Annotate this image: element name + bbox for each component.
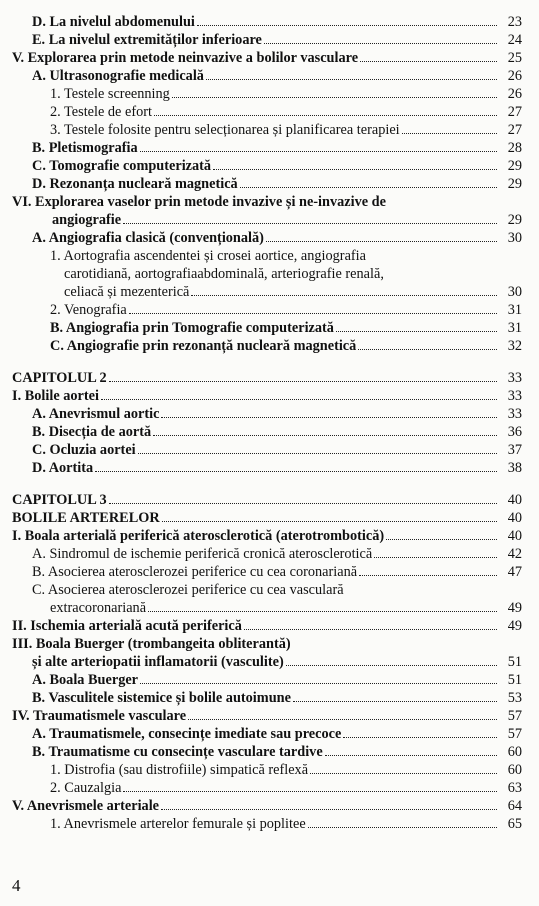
page-number: 4	[12, 876, 21, 895]
dot-leader	[95, 461, 497, 472]
toc-entry	[12, 85, 522, 103]
dot-leader	[188, 709, 497, 720]
toc-entry	[12, 527, 522, 545]
toc-entry-prefix: 3.	[50, 122, 65, 138]
toc-entry-prefix: D.	[32, 14, 50, 30]
toc-entry-title: Traumatismele, consecințe imediate sau precoce	[49, 726, 342, 742]
toc-entry-title: Angiografia prin Tomografie computerizată	[65, 320, 334, 336]
toc-entry-text	[32, 31, 262, 49]
toc-entry-text	[32, 581, 344, 599]
dot-leader	[360, 51, 497, 62]
toc-entry-title: Anevrismele arteriale	[26, 798, 160, 814]
toc-entry-title: Angiografia clasică (convențională)	[48, 230, 264, 246]
toc-entry-title: Bolile aortei	[24, 388, 99, 404]
toc-entry-title: Ocluzia aortei	[49, 442, 136, 458]
dot-leader	[123, 213, 497, 224]
toc-page-number: 40	[507, 528, 522, 544]
toc-entry	[12, 49, 522, 67]
dot-leader	[358, 339, 497, 350]
toc-entry	[12, 441, 522, 459]
dot-leader	[286, 655, 497, 666]
toc-entry	[12, 157, 522, 175]
toc-entry	[12, 725, 522, 743]
toc-entry-title: Ischemia arterială acută periferică	[30, 618, 242, 634]
toc-entry-prefix: 1.	[50, 86, 65, 102]
dot-leader	[140, 141, 497, 152]
toc-entry-text	[32, 671, 138, 689]
toc-entry-text	[32, 459, 93, 477]
toc-entry-text	[12, 509, 160, 527]
toc-entry-prefix: 1.	[50, 248, 64, 264]
toc-entry	[12, 459, 522, 477]
dot-leader	[191, 285, 497, 296]
toc-entry-text	[32, 725, 341, 743]
dot-leader	[402, 123, 497, 134]
dot-leader	[161, 407, 497, 418]
dot-leader	[129, 303, 497, 314]
toc-entry-prefix: A.	[32, 672, 50, 688]
toc-page-number: 29	[507, 158, 522, 174]
dot-leader	[197, 15, 497, 26]
toc-entry-text	[32, 441, 136, 459]
toc-entry-prefix: II.	[12, 618, 31, 634]
toc-page-number: 40	[507, 492, 522, 508]
toc-entry	[12, 103, 522, 121]
toc-entry-title: celiacă și mezenterică	[64, 284, 190, 300]
toc-entry-prefix: D.	[32, 460, 49, 476]
toc-entry-prefix: I.	[12, 528, 25, 544]
toc-entry-title: Explorarea prin metode neinvazive a bolilor vasculare	[27, 50, 359, 66]
toc-entry-title: Testele de efort	[64, 104, 152, 120]
toc-page-number: 31	[507, 320, 522, 336]
dot-leader	[138, 443, 497, 454]
toc-entry-text	[50, 85, 170, 103]
table-of-contents	[12, 13, 522, 833]
toc-entry-title: Asocierea aterosclerozei periferice cu cea vasculară	[47, 582, 344, 598]
toc-entry-prefix: B.	[32, 140, 49, 156]
toc-entry-title: Anevrismele arterelor femurale și poplitee	[63, 816, 306, 832]
dot-leader	[213, 159, 497, 170]
toc-page-number: 29	[507, 212, 522, 228]
toc-entry-prefix: IV.	[12, 708, 33, 724]
toc-entry-text	[32, 563, 357, 581]
toc-page-number: 49	[507, 618, 522, 634]
toc-entry-text	[12, 527, 384, 545]
toc-entry	[12, 175, 522, 193]
toc-entry	[12, 265, 522, 283]
toc-entry	[12, 491, 522, 509]
toc-entry-title: Traumatisme cu consecințe vasculare tardive	[48, 744, 323, 760]
toc-entry-text	[32, 423, 151, 441]
toc-page-number: 57	[507, 708, 522, 724]
toc-entry	[12, 193, 522, 211]
toc-entry-prefix: E.	[32, 32, 49, 48]
dot-leader	[123, 781, 497, 792]
toc-entry	[12, 509, 522, 527]
dot-leader	[343, 727, 497, 738]
dot-leader	[264, 33, 497, 44]
dot-leader	[206, 69, 497, 80]
dot-leader	[109, 493, 497, 504]
toc-entry-title: Cauzalgia	[64, 780, 122, 796]
toc-entry-title: Anevrismul aortic	[48, 406, 160, 422]
dot-leader	[310, 763, 497, 774]
toc-entry	[12, 635, 522, 653]
toc-page-number: 23	[507, 14, 522, 30]
toc-entry	[12, 229, 522, 247]
toc-entry-title: BOLILE ARTERELOR	[12, 510, 160, 526]
toc-entry-prefix: 1.	[50, 762, 65, 778]
toc-entry-title: CAPITOLUL 2	[12, 370, 107, 386]
dot-leader	[266, 231, 497, 242]
toc-page-number: 33	[507, 406, 522, 422]
toc-entry-text	[50, 815, 306, 833]
toc-entry-text	[32, 545, 372, 563]
toc-entry-text	[12, 797, 159, 815]
toc-entry	[12, 247, 522, 265]
toc-entry-text	[50, 599, 146, 617]
toc-entry	[12, 369, 522, 387]
toc-page-number: 53	[507, 690, 522, 706]
toc-entry-prefix: C.	[32, 582, 48, 598]
toc-entry	[12, 67, 522, 85]
toc-entry-text	[50, 779, 121, 797]
toc-entry	[12, 337, 522, 355]
toc-page-number: 60	[507, 762, 522, 778]
dot-leader	[161, 799, 497, 810]
toc-entry-text	[50, 337, 356, 355]
toc-entry-title: CAPITOLUL 3	[12, 492, 107, 508]
toc-entry	[12, 405, 522, 423]
toc-page-number: 33	[507, 370, 522, 386]
dot-leader	[244, 619, 497, 630]
toc-entry-text	[52, 211, 121, 229]
toc-page-number: 36	[507, 424, 522, 440]
toc-entry-prefix: A.	[32, 68, 50, 84]
toc-entry-title: Explorarea vaselor prin metode invazive și ne-invazive de	[35, 194, 386, 210]
toc-entry-title: La nivelul abdomenului	[49, 14, 195, 30]
toc-entry-text	[32, 229, 264, 247]
toc-entry	[12, 761, 522, 779]
toc-entry-prefix: B.	[32, 690, 49, 706]
toc-entry-text	[12, 193, 386, 211]
toc-page-number: 33	[507, 388, 522, 404]
toc-entry-title: Boala Buerger (trombangeita obliterantă)	[35, 636, 291, 652]
dot-leader	[153, 425, 497, 436]
toc-entry-prefix: III.	[12, 636, 36, 652]
toc-page-number: 26	[507, 86, 522, 102]
toc-entry-prefix: C.	[32, 442, 50, 458]
toc-entry-text	[12, 617, 242, 635]
toc-entry-prefix: 1.	[50, 816, 64, 832]
dot-leader	[386, 529, 497, 540]
toc-page-number: 40	[507, 510, 522, 526]
toc-entry-title: Boala Buerger	[49, 672, 139, 688]
toc-entry	[12, 545, 522, 563]
toc-entry-title: Rezonanța nucleară magnetică	[49, 176, 238, 192]
toc-entry	[12, 423, 522, 441]
toc-entry-text	[50, 121, 400, 139]
toc-page-number: 30	[507, 230, 522, 246]
toc-entry-text	[50, 319, 334, 337]
toc-entry	[12, 121, 522, 139]
toc-entry-title: Testele screenning	[64, 86, 170, 102]
dot-leader	[336, 321, 497, 332]
toc-entry-text	[32, 67, 204, 85]
toc-entry-text	[64, 265, 384, 283]
toc-entry-prefix: B.	[32, 744, 49, 760]
toc-entry-text	[50, 301, 127, 319]
toc-entry-text	[32, 175, 238, 193]
toc-entry-text	[12, 635, 291, 653]
toc-entry-prefix: V.	[12, 50, 28, 66]
dot-leader	[172, 87, 497, 98]
toc-entry	[12, 653, 522, 671]
toc-entry-prefix: VI.	[12, 194, 36, 210]
toc-entry-title: Ultrasonografie medicală	[49, 68, 204, 84]
toc-entry-title: La nivelul extremităților inferioare	[48, 32, 262, 48]
toc-page-number: 60	[507, 744, 522, 760]
dot-leader	[148, 601, 497, 612]
toc-entry-title: extracoronariană	[50, 600, 147, 616]
toc-entry-title: și alte arteriopatii inflamatorii (vasculite)	[32, 654, 284, 670]
toc-entry-prefix: V.	[12, 798, 27, 814]
toc-entry	[12, 797, 522, 815]
toc-page-number: 27	[507, 122, 522, 138]
toc-page-number: 28	[507, 140, 522, 156]
toc-entry-text	[50, 247, 366, 265]
toc-entry-prefix: B.	[32, 564, 48, 580]
toc-entry-prefix: C.	[50, 338, 67, 354]
toc-entry	[12, 387, 522, 405]
toc-page-number: 32	[507, 338, 522, 354]
toc-page-number: 27	[507, 104, 522, 120]
toc-entry-title: Aortita	[48, 460, 94, 476]
toc-entry-title: Testele folosite pentru selecționarea și planificarea terapiei	[64, 122, 400, 138]
toc-entry	[12, 563, 522, 581]
toc-page-number: 49	[507, 600, 522, 616]
toc-entry	[12, 31, 522, 49]
toc-entry-prefix: A.	[32, 726, 50, 742]
toc-entry	[12, 211, 522, 229]
toc-page-number: 57	[507, 726, 522, 742]
toc-page-number: 38	[507, 460, 522, 476]
toc-entry-title: Asocierea aterosclerozei periferice cu cea coronariană	[47, 564, 358, 580]
dot-leader	[154, 105, 497, 116]
toc-entry-text	[12, 707, 186, 725]
toc-entry-text	[32, 139, 138, 157]
toc-entry-title: Venografia	[64, 302, 127, 318]
toc-entry-prefix: 2.	[50, 780, 65, 796]
dot-leader	[325, 745, 497, 756]
toc-page-number: 63	[507, 780, 522, 796]
toc-entry-prefix: B.	[32, 424, 49, 440]
toc-entry-prefix: I.	[12, 388, 25, 404]
toc-entry-text	[32, 405, 159, 423]
toc-page-number: 26	[507, 68, 522, 84]
toc-entry-title: Boala arterială periferică aterosclerotică (aterotrombotică)	[24, 528, 385, 544]
toc-entry-title: Aortografia ascendentei și crosei aortice, angiografia	[63, 248, 366, 264]
toc-entry-title: Traumatismele vasculare	[32, 708, 187, 724]
toc-entry	[12, 617, 522, 635]
toc-entry-prefix: B.	[50, 320, 66, 336]
toc-entry	[12, 301, 522, 319]
toc-entry-title: Angiografie prin rezonanță nucleară magnetică	[66, 338, 357, 354]
toc-entry-text	[12, 491, 107, 509]
toc-entry	[12, 743, 522, 761]
dot-leader	[140, 673, 497, 684]
toc-entry-text	[12, 387, 99, 405]
toc-entry-prefix: 2.	[50, 104, 65, 120]
toc-page-number: 64	[507, 798, 522, 814]
toc-entry-prefix: A.	[32, 230, 49, 246]
dot-leader	[240, 177, 497, 188]
toc-page-number: 30	[507, 284, 522, 300]
dot-leader	[374, 547, 497, 558]
toc-entry-text	[64, 283, 189, 301]
toc-entry-text	[12, 49, 358, 67]
toc-entry-title: angiografie	[52, 212, 122, 228]
toc-entry	[12, 319, 522, 337]
toc-page-number: 51	[507, 654, 522, 670]
toc-entry-text	[12, 369, 107, 387]
toc-entry-prefix: A.	[32, 406, 49, 422]
toc-page-number: 29	[507, 176, 522, 192]
toc-entry-title: Disecția de aortă	[48, 424, 152, 440]
toc-entry-text	[32, 689, 291, 707]
toc-entry-prefix: D.	[32, 176, 50, 192]
toc-entry-title: Pletismografia	[48, 140, 138, 156]
toc-entry-title: Tomografie computerizată	[49, 158, 212, 174]
toc-page-number: 24	[507, 32, 522, 48]
dot-leader	[162, 511, 497, 522]
toc-page-number: 31	[507, 302, 522, 318]
toc-entry	[12, 779, 522, 797]
dot-leader	[109, 371, 497, 382]
toc-entry	[12, 581, 522, 599]
dot-leader	[359, 565, 497, 576]
toc-entry-title: Sindromul de ischemie periferică cronică aterosclerotică	[49, 546, 373, 562]
toc-entry	[12, 283, 522, 301]
toc-page-number: 25	[507, 50, 522, 66]
toc-entry-prefix: 2.	[50, 302, 65, 318]
toc-entry	[12, 599, 522, 617]
toc-page-number: 47	[507, 564, 522, 580]
toc-entry-title: Distrofia (sau distrofiile) simpatică reflexă	[64, 762, 309, 778]
dot-leader	[101, 389, 497, 400]
toc-page-number: 42	[507, 546, 522, 562]
toc-entry	[12, 707, 522, 725]
toc-entry	[12, 671, 522, 689]
toc-entry-prefix: C.	[32, 158, 50, 174]
toc-entry-title: carotidiană, aortografiaabdominală, arteriografie renală,	[64, 266, 384, 282]
toc-entry	[12, 139, 522, 157]
toc-entry	[12, 689, 522, 707]
dot-leader	[308, 817, 497, 828]
toc-entry-text	[50, 761, 308, 779]
toc-entry-text	[32, 157, 211, 175]
toc-entry-text	[32, 13, 195, 31]
toc-entry-title: Vasculitele sistemice și bolile autoimune	[48, 690, 291, 706]
toc-page-number: 65	[507, 816, 522, 832]
toc-entry-text	[32, 743, 323, 761]
toc-entry-prefix: A.	[32, 546, 50, 562]
toc-entry	[12, 13, 522, 31]
toc-page-number: 37	[507, 442, 522, 458]
toc-entry-text	[50, 103, 152, 121]
dot-leader	[293, 691, 497, 702]
toc-entry-text	[32, 653, 284, 671]
toc-page-number: 51	[507, 672, 522, 688]
toc-entry	[12, 815, 522, 833]
